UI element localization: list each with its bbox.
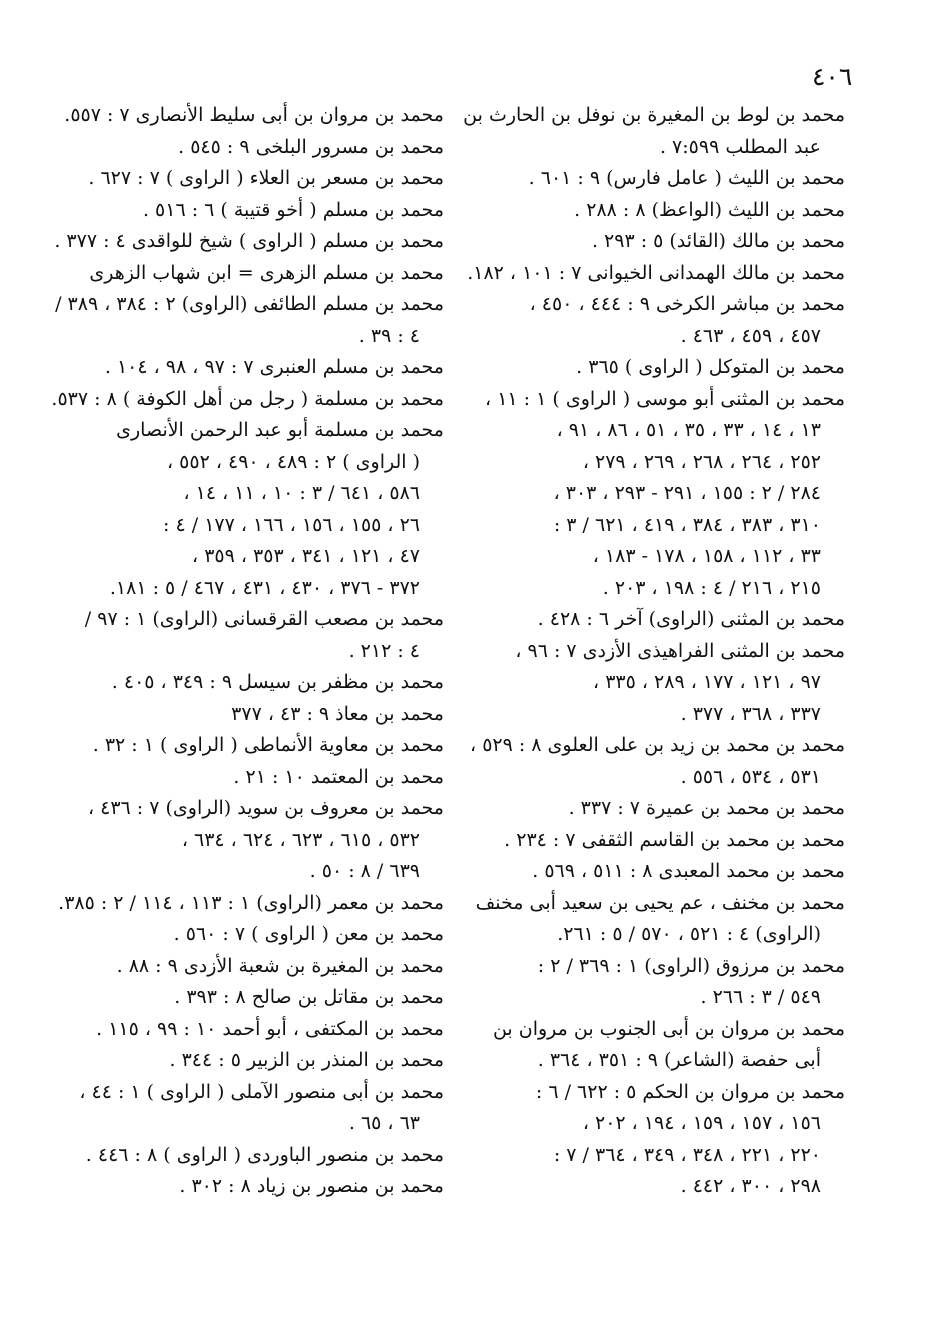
- index-entry: محمد بن محمد بن زيد بن على العلوى ٨ : ٥٢٩ ،: [470, 734, 845, 756]
- index-entry: محمد بن لوط بن المغيرة بن نوفل بن الحارث بن: [463, 104, 845, 126]
- index-entry: محمد بن المثنى الفراهيذى الأزدى ٧ : ٩٦ ،: [515, 639, 845, 662]
- index-entry: محمد بن محمد بن عميرة ٧ : ٣٣٧ .: [568, 797, 845, 819]
- index-entry-continuation: ٩٧ ، ١٢١ ، ١٧٧ ، ٢٨٩ ، ٣٣٥ ،: [593, 671, 821, 693]
- index-entry: محمد بن المنذر بن الزبير ٥ : ٣٤٤ .: [169, 1049, 444, 1071]
- index-entry: محمد بن مسرور البلخى ٩ : ٥٤٥ .: [178, 135, 444, 158]
- index-entry: محمد بن مباشر الكرخى ٩ : ٤٤٤ ، ٤٥٠ ،: [529, 293, 845, 315]
- index-entry: محمد بن مالك (القائد) ٥ : ٢٩٣ .: [591, 230, 845, 252]
- index-entry: محمد بن المغيرة بن شعبة الأزدى ٩ : ٨٨ .: [116, 954, 444, 977]
- index-entry: محمد بن مسعر بن العلاء ( الراوى ) ٧ : ٦٢٧ .: [88, 167, 444, 189]
- index-entry-continuation: ٢٢٠ ، ٢٢١ ، ٣٤٨ ، ٣٤٩ ، ٣٦٤ / ٧ :: [553, 1143, 821, 1166]
- index-entry-continuation: ٥٣٢ ، ٦١٥ ، ٦٢٣ ، ٦٢٤ ، ٦٣٤ ،: [181, 828, 420, 851]
- index-entry-continuation: ١٥٦ ، ١٥٧ ، ١٥٩ ، ١٩٤ ، ٢٠٢ ،: [582, 1112, 821, 1134]
- index-entry-continuation: ٥٣١ ، ٥٣٤ ، ٥٥٦ .: [680, 765, 821, 788]
- index-entry-continuation: عبد المطلب ٧:٥٩٩ .: [659, 135, 821, 158]
- index-entry: محمد بن مسلم ( الراوى ) شيخ للواقدى ٤ : ٣٧٧ .: [54, 230, 444, 252]
- index-entry: محمد بن مروان بن أبى سليط الأنصارى ٧ : ٥٥٧.: [64, 104, 444, 126]
- index-entry-continuation: ٢٥٢ ، ٢٦٤ ، ٢٦٨ ، ٢٦٩ ، ٢٧٩ ،: [582, 450, 821, 473]
- index-entry-continuation: ١٣ ، ١٤ ، ٣٣ ، ٣٥ ، ٥١ ، ٨٦ ، ٩١ ،: [556, 419, 821, 441]
- index-entry-continuation: ٥٤٩ / ٣ : ٢٦٦ .: [700, 986, 821, 1008]
- index-entry: محمد بن معن ( الراوى ) ٧ : ٥٦٠ .: [173, 923, 444, 945]
- index-entry-continuation: ٣٣ ، ١١٢ ، ١٥٨ ، ١٧٨ - ١٨٣ ،: [592, 545, 821, 567]
- index-entry: محمد بن مظفر بن سيسل ٩ : ٣٤٩ ، ٤٠٥ .: [111, 671, 444, 693]
- index-entry: محمد بن المثنى (الراوى) آخر ٦ : ٤٢٨ .: [537, 608, 845, 630]
- index-entry-continuation: ٣٧٢ - ٣٧٦ ، ٤٣٠ ، ٤٣١ ، ٤٦٧ / ٥ : ١٨١.: [109, 576, 420, 599]
- index-column-left: [51, 100, 444, 1203]
- index-entry: محمد بن منصور الباوردى ( الراوى ) ٨ : ٤٤٦ .: [85, 1143, 444, 1166]
- index-entry-continuation: ٥٨٦ ، ٦٤١ / ٣ : ١٠ ، ١١ ، ١٤ ،: [183, 482, 420, 504]
- index-entry: محمد بن مسلمة أبو عبد الرحمن الأنصارى: [116, 419, 444, 441]
- index-entry: محمد بن مصعب القرقسانى (الراوى) ١ : ٩٧ /: [84, 608, 444, 630]
- index-entry: محمد بن مروان بن أبى الجنوب بن مروان بن: [492, 1017, 845, 1040]
- index-entry: محمد بن المكتفى ، أبو أحمد ١٠ : ٩٩ ، ١١٥ .: [96, 1017, 444, 1040]
- index-entry: محمد بن منصور بن زياد ٨ : ٣٠٢ .: [179, 1175, 444, 1197]
- index-entry-continuation: ٦٣٩ / ٨ : ٥٠ .: [309, 860, 420, 882]
- index-entry: محمد بن مسلم ( أخو قتيبة ) ٦ : ٥١٦ .: [142, 198, 444, 221]
- index-entry-continuation: ٤ : ٣٩ .: [358, 324, 420, 347]
- index-entry: محمد بن محمد المعبدى ٨ : ٥١١ ، ٥٦٩ .: [532, 860, 845, 882]
- index-entry: محمد بن المتوكل ( الراوى ) ٣٦٥ .: [576, 356, 845, 378]
- index-entry: محمد بن مسلمة ( رجل من أهل الكوفة ) ٨ : ٥٣٧.: [51, 387, 444, 410]
- index-entry: محمد بن مروان بن الحكم ٥ : ٦٢٢ / ٦ :: [535, 1080, 845, 1103]
- index-entry-continuation: ٢٨٤ / ٢ : ١٥٥ ، ٢٩١ - ٢٩٣ ، ٣٠٣ ،: [553, 482, 821, 504]
- index-entry: محمد بن مرزوق (الراوى) ١ : ٣٦٩ / ٢ :: [537, 954, 845, 977]
- index-entry: محمد بن معاذ ٩ : ٤٣ ، ٣٧٧: [231, 702, 444, 725]
- index-entry: محمد بن المثنى أبو موسى ( الراوى ) ١ : ١١ ،: [485, 387, 845, 410]
- index-entry: محمد بن محمد بن القاسم الثقفى ٧ : ٢٣٤ .: [504, 828, 845, 851]
- index-entry: محمد بن الليث (الواعظ) ٨ : ٢٨٨ .: [574, 198, 845, 221]
- index-entry: محمد بن مسلم الطائفى (الراوى) ٢ : ٣٨٤ ، ٣٨٩ /: [55, 293, 444, 315]
- index-entry: محمد بن مخنف ، عم يحيى بن سعيد أبى مخنف: [475, 891, 845, 914]
- index-entry-continuation: ٢١٥ ، ٢١٦ / ٤ : ١٩٨ ، ٢٠٣ .: [602, 576, 821, 599]
- index-entry-continuation: ٤٧ ، ١٢١ ، ٣٤١ ، ٣٥٣ ، ٣٥٩ ،: [192, 545, 420, 567]
- index-entry: محمد بن الليث ( عامل فارس) ٩ : ٦٠١ .: [528, 167, 845, 189]
- index-entry: محمد بن معاوية الأنماطى ( الراوى ) ١ : ٣٢ .: [92, 734, 444, 756]
- index-entry-continuation: ٤ : ٢١٢ .: [348, 639, 420, 662]
- index-entry: محمد بن مسلم العنبرى ٧ : ٩٧ ، ٩٨ ، ١٠٤ .: [104, 356, 444, 378]
- index-entry: محمد بن أبى منصور الآملى ( الراوى ) ١ : ٤٤ ،: [79, 1080, 444, 1103]
- index-entry-continuation: أبى حفصة (الشاعر) ٩ : ٣٥١ ، ٣٦٤ .: [537, 1049, 821, 1071]
- index-entry-continuation: ٦٣ ، ٦٥ .: [348, 1112, 420, 1134]
- page-number: ٤٠٦: [812, 62, 853, 91]
- index-entry-continuation: ( الراوى ) ٢ : ٤٨٩ ، ٤٩٠ ، ٥٥٢ ،: [166, 450, 420, 473]
- index-entry-continuation: ٢٩٨ ، ٣٠٠ ، ٤٤٢ .: [680, 1175, 821, 1197]
- index-entry: محمد بن المعتمد ١٠ : ٢١ .: [233, 765, 444, 788]
- index-entry-continuation: ٣٣٧ ، ٣٦٨ ، ٣٧٧ .: [680, 702, 821, 725]
- index-entry-continuation: ٢٦ ، ١٥٥ ، ١٥٦ ، ١٦٦ ، ١٧٧ / ٤ :: [163, 513, 420, 536]
- index-entry: محمد بن مالك الهمدانى الخيوانى ٧ : ١٠١ ، ١٨٢.: [467, 261, 845, 284]
- index-entry-continuation: (الراوى) ٤ : ٥٢١ ، ٥٧٠ / ٥ : ٢٦١.: [557, 923, 821, 945]
- index-column-right: [463, 100, 845, 1203]
- index-entry: محمد بن معروف بن سويد (الراوى) ٧ : ٤٣٦ ،: [87, 797, 444, 819]
- index-entry: محمد بن مقاتل بن صالح ٨ : ٣٩٣ .: [174, 986, 444, 1008]
- index-entry: محمد بن مسلم الزهرى = ابن شهاب الزهرى: [89, 261, 444, 284]
- index-entry-continuation: ٤٥٧ ، ٤٥٩ ، ٤٦٣ .: [680, 324, 821, 347]
- index-entry: محمد بن معمر (الراوى) ١ : ١١٣ ، ١١٤ / ٢ : ٣٨٥.: [58, 891, 444, 914]
- index-entry-continuation: ٣١٠ ، ٣٨٣ ، ٣٨٤ ، ٤١٩ ، ٦٢١ / ٣ :: [553, 513, 821, 536]
